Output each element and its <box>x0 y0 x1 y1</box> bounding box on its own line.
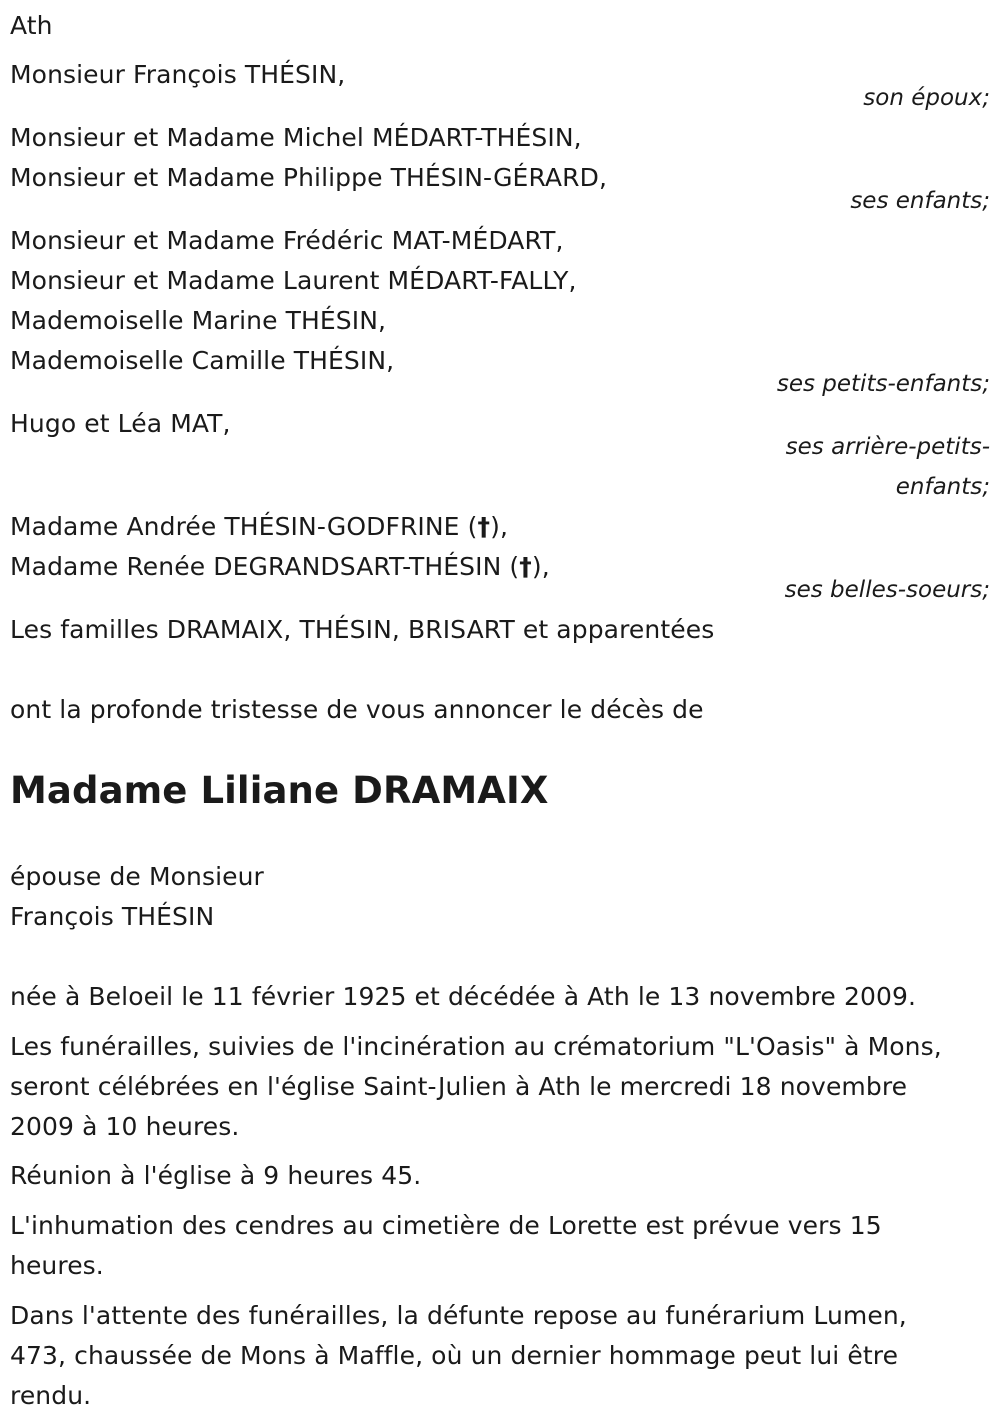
relation-label: enfants; <box>895 474 990 500</box>
relation-label: ses enfants; <box>850 188 990 214</box>
burial-text: heures. <box>10 1251 104 1280</box>
birth-death-text: née à Beloeil le 11 février 1925 et décédée à Ath le 13 novembre 2009. <box>10 982 917 1011</box>
deceased-cross-icon: † <box>519 552 532 581</box>
funerarium-text: Dans l'attente des funérailles, la défunte repose au funérarium Lumen, <box>10 1301 907 1330</box>
deceased-name: Madame Liliane DRAMAIX <box>10 769 549 812</box>
funeral-text: seront célébrées en l'église Saint-Julien à Ath le mercredi 18 novembre <box>10 1072 908 1101</box>
meeting-text: Réunion à l'église à 9 heures 45. <box>10 1161 422 1190</box>
mourner-name-text: Madame Renée DEGRANDSART-THÉSIN ( <box>10 552 520 581</box>
relation-label: ses arrière-petits- <box>785 434 990 460</box>
spouse-line: épouse de Monsieur <box>10 862 264 891</box>
mourner-name: Monsieur et Madame Michel MÉDART-THÉSIN, <box>10 123 582 152</box>
mourner-name: Mademoiselle Camille THÉSIN, <box>10 346 395 375</box>
mourner-name: Monsieur et Madame Laurent MÉDART-FALLY, <box>10 266 577 295</box>
relation-label: son époux; <box>863 85 990 111</box>
mourner-name: Monsieur et Madame Philippe THÉSIN-GÉRARD, <box>10 163 607 192</box>
mourner-name: Mademoiselle Marine THÉSIN, <box>10 306 387 335</box>
announcement-text: ont la profonde tristesse de vous annoncer le décès de <box>10 695 704 724</box>
mourner-name-text: Madame Andrée THÉSIN-GODFRINE ( <box>10 512 478 541</box>
deceased-cross-icon: † <box>477 512 491 541</box>
funerarium-text: rendu. <box>10 1381 92 1410</box>
relation-label: ses petits-enfants; <box>776 371 990 397</box>
mourner-name: Monsieur François THÉSIN, <box>10 60 346 89</box>
burial-text: L'inhumation des cendres au cimetière de Lorette est prévue vers 15 <box>10 1211 882 1240</box>
spouse-line: François THÉSIN <box>10 902 215 931</box>
families-line: Les familles DRAMAIX, THÉSIN, BRISART et apparentées <box>10 615 715 644</box>
funeral-text: 2009 à 10 heures. <box>10 1112 240 1141</box>
mourner-name: Monsieur et Madame Frédéric MAT-MÉDART, <box>10 226 564 255</box>
funeral-text: Les funérailles, suivies de l'incinération au crématorium "L'Oasis" à Mons, <box>10 1032 942 1061</box>
place-heading: Ath <box>10 11 53 40</box>
mourner-name-suffix: ), <box>490 512 508 541</box>
mourner-name <box>10 547 550 587</box>
mourner-name-suffix: ), <box>531 552 550 581</box>
mourner-name: Hugo et Léa MAT, <box>10 409 231 438</box>
funerarium-text: 473, chaussée de Mons à Maffle, où un dernier hommage peut lui être <box>10 1341 899 1370</box>
mourner-name <box>10 507 508 547</box>
relation-label: ses belles-soeurs; <box>784 577 990 603</box>
